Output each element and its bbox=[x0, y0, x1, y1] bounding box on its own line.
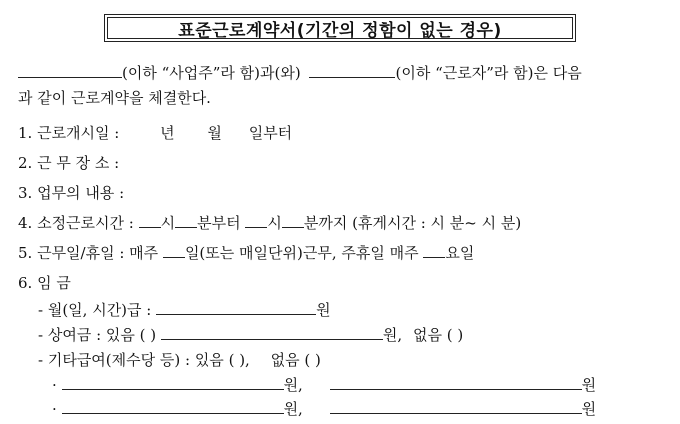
start-year-label: 년 bbox=[160, 124, 175, 142]
bonus-amount-blank[interactable] bbox=[161, 325, 383, 340]
hour-unit-2: 시 bbox=[267, 214, 282, 232]
monthly-wage-unit: 원 bbox=[316, 301, 331, 319]
other-pay-item-blank-4[interactable] bbox=[330, 399, 582, 414]
bullet-1: · bbox=[52, 376, 57, 394]
wage-other-line bbox=[38, 349, 321, 370]
monthly-wage-blank[interactable] bbox=[156, 300, 316, 315]
intro-part-2: (이하 “근로자”라 함)은 다음 bbox=[395, 64, 582, 82]
bonus-none-label: 없음 ( ) bbox=[412, 326, 464, 344]
end-hour-blank[interactable] bbox=[245, 213, 267, 228]
item-workplace: 2. 근 무 장 소 : bbox=[18, 154, 120, 172]
intro-line-1 bbox=[18, 62, 582, 83]
won-comma-1: 원, bbox=[283, 376, 303, 394]
item-wage: 6. 임 금 bbox=[18, 274, 71, 292]
wage-monthly-line bbox=[38, 299, 331, 320]
start-date-label: 1. 근로개시일 : bbox=[18, 124, 120, 142]
other-pay-label: - 기타급여(제수당 등) : 있음 ( ), bbox=[38, 351, 250, 369]
item-duties: 3. 업무의 내용 : bbox=[18, 184, 125, 202]
days-text: 일(또는 매일단위)근무, 주휴일 매주 bbox=[184, 244, 419, 262]
item-work-hours bbox=[18, 212, 521, 233]
other-pay-row-2 bbox=[52, 398, 596, 419]
item-work-days bbox=[18, 242, 474, 263]
start-hour-blank[interactable] bbox=[139, 213, 161, 228]
bonus-label: - 상여금 : 있음 ( ) bbox=[38, 326, 157, 344]
document-title: 표준근로계약서(기간의 정함이 없는 경우) bbox=[107, 17, 573, 39]
minute-from-label: 분부터 bbox=[197, 214, 241, 232]
start-month-label: 월 bbox=[207, 124, 222, 142]
title-box bbox=[104, 14, 576, 42]
work-hours-label: 4. 소정근로시간 : bbox=[18, 214, 134, 232]
start-minute-blank[interactable] bbox=[175, 213, 197, 228]
bonus-unit: 원, bbox=[382, 326, 403, 344]
item-start-date bbox=[18, 122, 292, 143]
work-days-label: 5. 근무일/휴일 : 매주 bbox=[18, 244, 159, 262]
minute-until-label: 분까지 (휴게시간 : 시 분~ 시 분) bbox=[303, 214, 522, 232]
other-pay-item-blank-2[interactable] bbox=[330, 375, 582, 390]
weekday-label: 요일 bbox=[445, 244, 475, 262]
employer-name-blank[interactable] bbox=[18, 63, 122, 78]
other-pay-row-1 bbox=[52, 374, 596, 395]
employee-name-blank[interactable] bbox=[309, 63, 395, 78]
days-per-week-blank[interactable] bbox=[163, 243, 185, 258]
end-minute-blank[interactable] bbox=[282, 213, 304, 228]
won-comma-2: 원, bbox=[283, 400, 303, 418]
monthly-wage-label: - 월(일, 시간)급 : bbox=[38, 301, 152, 319]
intro-part-1: (이하 “사업주”라 함)과(와) bbox=[122, 64, 301, 82]
won-1: 원 bbox=[581, 376, 597, 394]
weekly-holiday-blank[interactable] bbox=[423, 243, 445, 258]
won-2: 원 bbox=[581, 400, 597, 418]
other-pay-none-label: 없음 ( ) bbox=[270, 351, 321, 369]
other-pay-item-blank-3[interactable] bbox=[62, 399, 284, 414]
wage-bonus-line bbox=[38, 324, 463, 345]
start-day-label: 일부터 bbox=[248, 124, 293, 142]
bullet-2: · bbox=[52, 400, 57, 418]
hour-unit-1: 시 bbox=[160, 214, 176, 232]
other-pay-item-blank-1[interactable] bbox=[62, 375, 284, 390]
intro-line-2: 과 같이 근로계약을 체결한다. bbox=[18, 89, 211, 107]
